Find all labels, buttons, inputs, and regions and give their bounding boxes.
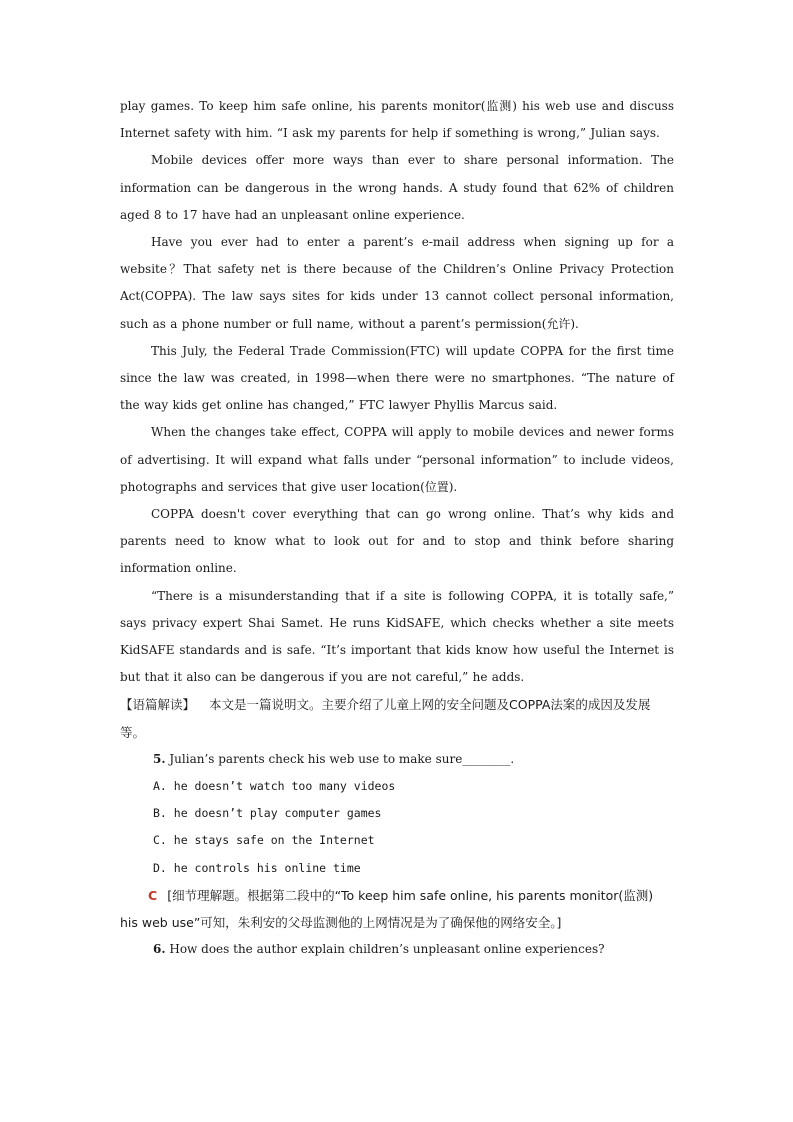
question-6 <box>120 936 674 963</box>
passage-paragraph-3: Have you ever had to enter a parent’s e-mail address when signing up for a website？That safety net is there because of the Children’s Online Privacy Protection Act(COPPA). The law says sites for kids under 13 cannot collect personal information, such as a phone number or full name, without a parent’s permission(允许). <box>120 235 674 331</box>
passage-paragraph-6: COPPA doesn't cover everything that can go wrong online. That’s why kids and parents need to know what to look out for and to stop and think before sharing information online. <box>120 507 674 576</box>
passage-paragraph-4: This July, the Federal Trade Commission(FTC) will update COPPA for the first time since the law was created, in 1998—when there were no smartphones. “The nature of the way kids get online has changed,” FTC lawyer Phyllis Marcus said. <box>120 343 674 413</box>
question-5-answer <box>120 882 674 936</box>
question-5-stem: Julian’s parents check his web use to make sure________. <box>169 751 515 766</box>
question-5-option-a: A. he doesn’t watch too many videos <box>153 779 396 794</box>
question-5 <box>120 746 674 773</box>
question-6-stem: How does the author explain children’s unpleasant online experiences? <box>169 942 605 957</box>
document-page <box>120 93 674 964</box>
question-6-number: 6. <box>153 942 166 957</box>
analysis-tag: 【语篇解读】 <box>120 697 196 713</box>
question-5-number: 5. <box>153 751 166 766</box>
question-5-option-b: B. he doesn’t play computer games <box>153 806 382 821</box>
passage-paragraph-7: “There is a misunderstanding that if a site is following COPPA, it is totally safe,” says privacy expert Shai Samet. He runs KidSAFE, which checks whether a site meets KidSAFE standards and is safe. “It’s important that kids know how useful the Internet is but that it also can be dangerous if you are not careful,” he adds. <box>120 588 674 685</box>
passage-paragraph-1: play games. To keep him safe online, his parents monitor(监测) his web use and discuss Internet safety with him. “I ask my parents for help if something is wrong,” Julian says. <box>120 99 674 141</box>
answer-explanation: [细节理解题。根据第二段中的“To keep him safe online, his parents monitor(监测) his web use”可知，朱利安的父母监测他的上网情况是为了确保他的网络安全。] <box>120 887 654 931</box>
analysis-text: 本文是一篇说明文。主要介绍了儿童上网的安全问题及COPPA法案的成因及发展等。 <box>120 697 651 740</box>
passage-analysis <box>120 691 674 745</box>
question-5-option-d: D. he controls his online time <box>153 860 361 875</box>
answer-letter: C <box>148 887 158 903</box>
passage-paragraph-2: Mobile devices offer more ways than ever to share personal information. The information can be dangerous in the wrong hands. A study found that 62% of children aged 8 to 17 have had an unpleasant online experience. <box>120 153 674 222</box>
passage-paragraph-5: When the changes take effect, COPPA will apply to mobile devices and newer forms of advertising. It will expand what falls under “personal information” to include videos, photographs and services that give user location(位置). <box>120 425 674 494</box>
question-5-option-c: C. he stays safe on the Internet <box>153 833 375 848</box>
